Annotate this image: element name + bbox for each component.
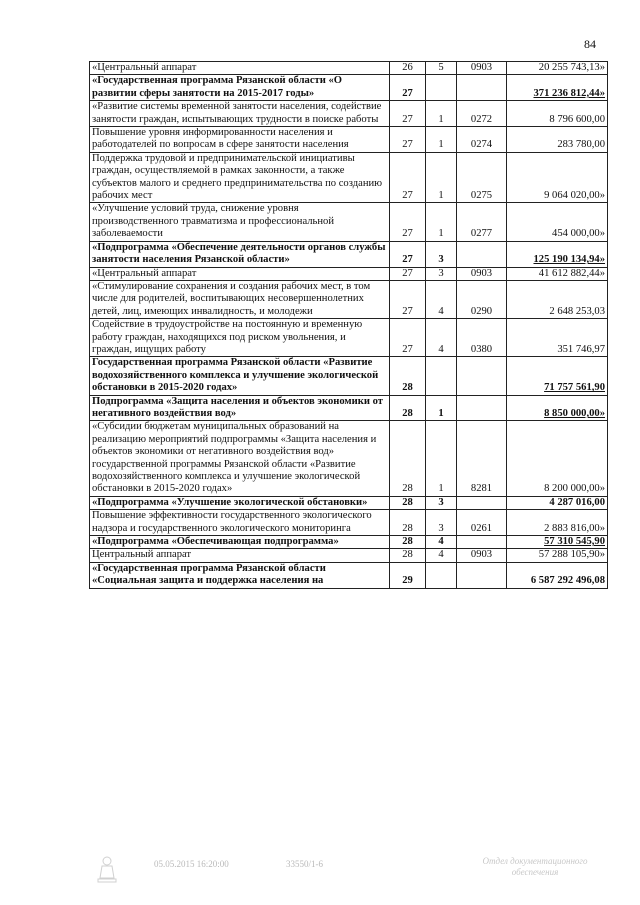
budget-table-body [90,62,608,589]
row-section-cell [390,241,426,267]
table-row [90,267,608,280]
row-code-cell-text: 0380 [470,343,493,355]
row-amount-cell-text: 283 780,00 [557,139,605,151]
row-section-cell [390,152,426,203]
row-name-cell-text: Государственная программа Рязанской области «Развитие водохозяйственного комплекса и улучшение экологической обстановки в 2015-2020 годах» [92,357,379,394]
row-name-cell [90,127,390,153]
row-amount-cell-text: 2 648 253,03 [549,305,605,317]
row-code-cell-text: 0274 [470,139,493,151]
row-name-cell [90,395,390,421]
row-amount-cell-text: 8 850 000,00» [544,407,605,419]
row-code-cell-text: 0261 [470,522,493,534]
row-code-cell [457,510,507,536]
row-subsection-cell-text: 4 [438,536,444,548]
table-row [90,280,608,318]
row-code-cell [457,152,507,203]
row-code-cell [457,75,507,101]
row-code-cell [457,241,507,267]
row-name-cell-text: Подпрограмма «Защита населения и объектов экономики от негативного воздействия вод» [92,395,383,419]
table-row [90,421,608,496]
row-subsection-cell [426,267,457,280]
row-section-cell [390,319,426,357]
row-name-cell-text: «Центральный аппарат [92,267,197,279]
row-name-cell [90,421,390,496]
row-name-cell [90,75,390,101]
row-code-cell [457,203,507,241]
page-number: 84 [584,37,596,51]
row-subsection-cell [426,496,457,509]
row-section-cell [390,203,426,241]
row-section-cell-text: 29 [402,575,413,587]
table-row [90,510,608,536]
row-code-cell [457,549,507,562]
row-name-cell [90,357,390,395]
row-name-cell [90,562,390,588]
row-subsection-cell [426,319,457,357]
footer-department [470,856,600,878]
table-row [90,203,608,241]
row-code-cell-text: 0903 [470,549,493,561]
row-amount-cell [507,395,608,421]
row-code-cell [457,357,507,395]
row-code-cell-text: 0272 [470,113,493,125]
row-section-cell-text: 27 [402,228,413,240]
row-section-cell-text: 27 [402,87,413,99]
row-section-cell [390,357,426,395]
row-amount-cell [507,152,608,203]
footer [96,856,600,896]
row-subsection-cell [426,127,457,153]
row-name-cell [90,549,390,562]
row-amount-cell-text: 6 587 292 496,08 [530,575,605,587]
row-section-cell [390,75,426,101]
row-section-cell-text: 28 [402,382,413,394]
row-amount-cell [507,75,608,101]
table-row [90,75,608,101]
row-code-cell-text: 0903 [470,267,493,279]
row-section-cell-text: 28 [402,549,413,561]
row-subsection-cell [426,203,457,241]
row-section-cell [390,421,426,496]
row-amount-cell [507,319,608,357]
row-subsection-cell-text: 1 [438,407,444,419]
table-row [90,395,608,421]
stamp-icon [96,856,118,884]
row-subsection-cell [426,510,457,536]
row-code-cell-text: 8281 [470,483,493,495]
row-subsection-cell [426,549,457,562]
row-section-cell-text: 28 [402,536,413,548]
row-name-cell-text: «Стимулирование сохранения и создания рабочих мест, в том числе для родителей, воспитывающих несовершеннолетних детей, лиц, имеющих инвалидность, и молодежи [92,280,371,317]
row-subsection-cell [426,241,457,267]
row-subsection-cell [426,395,457,421]
row-subsection-cell [426,75,457,101]
footer-date: 05.05.2015 16:20:00 [154,859,229,869]
row-name-cell [90,203,390,241]
row-code-cell [457,62,507,75]
table-row [90,127,608,153]
row-name-cell-text: «Развитие системы временной занятости населения, содействие занятости граждан, испытывающих трудности в поиске работы [92,101,382,125]
row-name-cell-text: «Субсидии бюджетам муниципальных образований на реализацию мероприятий подпрограммы «Защита населения и объектов экономики от негативного воздействия вод» государственной программы Рязанской области «Развитие водохозяйственного комплекса и улучшение экологической обстановки в 2015-2020 годах» [92,421,377,495]
table-row [90,319,608,357]
row-section-cell [390,549,426,562]
table-row [90,549,608,562]
row-section-cell [390,536,426,549]
row-name-cell [90,496,390,509]
row-amount-cell-text: 4 287 016,00 [549,496,605,508]
row-section-cell-text: 28 [402,483,413,495]
row-name-cell [90,267,390,280]
row-subsection-cell [426,421,457,496]
row-amount-cell [507,101,608,127]
row-name-cell [90,510,390,536]
budget-table [89,61,608,589]
row-amount-cell-text: 351 746,97 [557,343,605,355]
row-amount-cell [507,127,608,153]
row-amount-cell-text: 8 796 600,00 [549,113,605,125]
table-row [90,562,608,588]
row-subsection-cell-text: 1 [438,483,444,495]
table-row [90,152,608,203]
row-name-cell-text: «Подпрограмма «Обеспечение деятельности органов службы занятости населения Рязанской области» [92,241,386,266]
row-name-cell [90,152,390,203]
row-section-cell-text: 27 [402,254,413,266]
row-amount-cell [507,562,608,588]
row-amount-cell-text: 57 310 545,90 [544,536,605,548]
row-subsection-cell [426,357,457,395]
row-subsection-cell [426,280,457,318]
row-subsection-cell-text: 1 [438,228,444,240]
row-name-cell [90,536,390,549]
row-code-cell [457,395,507,421]
row-name-cell [90,319,390,357]
row-name-cell [90,280,390,318]
row-amount-cell [507,267,608,280]
row-amount-cell-text: 371 236 812,44» [533,87,605,99]
row-code-cell [457,496,507,509]
row-name-cell-text: Поддержка трудовой и предпринимательской инициативы граждан, осуществляемой в рамках законности, а также субъектов малого и среднего предпринимательства по созданию рабочих мест [92,152,383,202]
row-name-cell [90,101,390,127]
row-subsection-cell [426,536,457,549]
footer-department-line1: Отдел документационного [482,856,588,866]
row-code-cell [457,421,507,496]
row-code-cell-text: 0903 [470,62,493,73]
row-amount-cell [507,62,608,75]
row-amount-cell [507,510,608,536]
row-section-cell [390,101,426,127]
row-subsection-cell [426,62,457,75]
row-code-cell [457,536,507,549]
row-section-cell [390,267,426,280]
row-section-cell [390,127,426,153]
row-amount-cell-text: 71 757 561,90 [544,382,605,394]
row-amount-cell-text: 41 612 882,44» [538,267,605,279]
row-amount-cell [507,203,608,241]
row-subsection-cell [426,101,457,127]
row-subsection-cell [426,562,457,588]
row-amount-cell [507,421,608,496]
row-section-cell-text: 27 [402,190,413,202]
row-name-cell-text: «Государственная программа Рязанской области «Социальная защита и поддержка населения на [92,562,326,587]
footer-doc-id: 33550/1-6 [286,859,323,869]
row-section-cell-text: 28 [402,496,413,508]
row-amount-cell [507,536,608,549]
row-amount-cell-text: 20 255 743,13» [538,62,605,73]
row-name-cell-text: Повышение уровня информированности населения и работодателей по вопросам в сфере занятости населения [92,127,349,151]
row-amount-cell-text: 454 000,00» [552,228,605,240]
row-subsection-cell-text: 3 [438,267,444,279]
row-subsection-cell-text: 4 [438,343,444,355]
table-row [90,241,608,267]
row-amount-cell [507,241,608,267]
row-amount-cell-text: 9 064 020,00» [544,190,605,202]
row-section-cell [390,62,426,75]
row-section-cell [390,510,426,536]
row-name-cell-text: «Улучшение условий труда, снижение уровня производственного травматизма и профессиональной заболеваемости [92,203,335,240]
row-subsection-cell-text: 5 [438,62,444,73]
row-code-cell [457,127,507,153]
row-name-cell [90,241,390,267]
row-amount-cell [507,357,608,395]
row-code-cell [457,101,507,127]
row-section-cell [390,280,426,318]
row-subsection-cell-text: 1 [438,139,444,151]
row-section-cell-text: 28 [402,407,413,419]
row-section-cell [390,395,426,421]
row-name-cell-text: «Подпрограмма «Улучшение экологической обстановки» [92,496,368,508]
row-name-cell-text: Содействие в трудоустройстве на постоянную и временную работу граждан, находящихся под риском увольнения, и граждан, ищущих работу [92,319,363,355]
row-code-cell [457,280,507,318]
row-amount-cell-text: 57 288 105,90» [538,549,605,561]
row-subsection-cell-text: 3 [438,496,444,508]
row-code-cell [457,319,507,357]
row-section-cell [390,496,426,509]
row-code-cell-text: 0275 [470,190,493,202]
row-code-cell [457,562,507,588]
row-section-cell [390,562,426,588]
table-row [90,357,608,395]
row-name-cell-text: Центральный аппарат [92,549,192,561]
row-name-cell [90,62,390,75]
row-subsection-cell-text: 4 [438,549,444,561]
row-subsection-cell-text: 4 [438,305,444,317]
row-subsection-cell-text: 1 [438,113,444,125]
row-code-cell-text: 0277 [470,228,493,240]
row-section-cell-text: 27 [402,343,413,355]
row-code-cell [457,267,507,280]
row-amount-cell [507,280,608,318]
table-row [90,496,608,509]
row-amount-cell [507,549,608,562]
row-section-cell-text: 28 [402,522,413,534]
row-subsection-cell [426,152,457,203]
footer-department-line2: обеспечения [511,867,559,877]
row-section-cell-text: 27 [402,305,413,317]
row-name-cell-text: «Подпрограмма «Обеспечивающая подпрограмма» [92,536,339,548]
row-amount-cell-text: 8 200 000,00» [544,483,605,495]
row-name-cell-text: «Центральный аппарат [92,62,197,73]
row-code-cell-text: 0290 [470,305,493,317]
row-subsection-cell-text: 1 [438,190,444,202]
row-subsection-cell-text: 3 [438,254,444,266]
table-row [90,62,608,75]
table-row [90,101,608,127]
row-section-cell-text: 26 [402,62,413,73]
row-amount-cell-text: 2 883 816,00» [544,522,605,534]
row-section-cell-text: 27 [402,139,413,151]
row-amount-cell-text: 125 190 134,94» [533,254,605,266]
row-name-cell-text: «Государственная программа Рязанской области «О развитии сферы занятости на 2015-2017 годы» [92,75,343,99]
row-section-cell-text: 27 [402,113,413,125]
row-amount-cell [507,496,608,509]
table-row [90,536,608,549]
row-section-cell-text: 27 [402,267,413,279]
row-name-cell-text: Повышение эффективности государственного экологического надзора и государственного экологического мониторинга [92,510,372,534]
row-subsection-cell-text: 3 [438,522,444,534]
